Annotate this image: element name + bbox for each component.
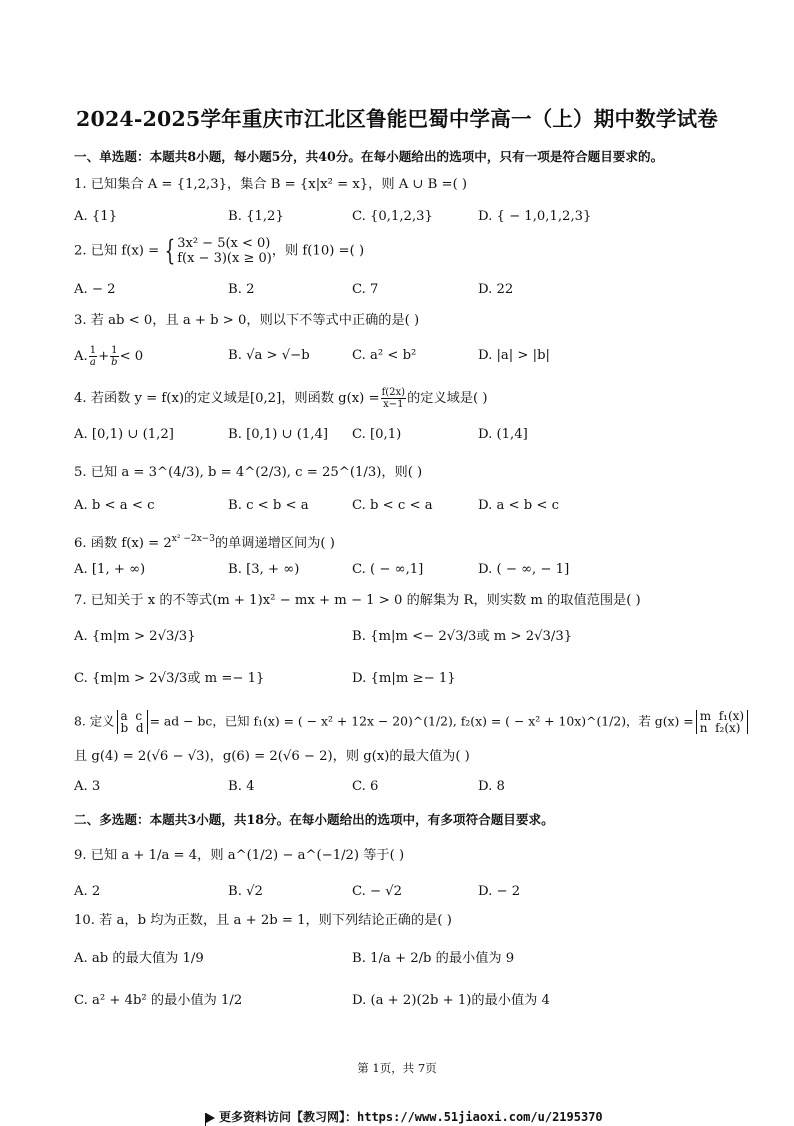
question-8-stem-line-2: 且 g(4) = 2(√6 − √3)，g(6) = 2(√6 − 2)，则 g(x)的最大值为( )	[74, 749, 470, 764]
question-6-suffix: 的单调递增区间为( )	[214, 536, 335, 551]
question-8-option-a: A. 3	[74, 779, 101, 794]
question-4-prefix: 4. 若函数 y = f(x)的定义域是[0,2]，则函数 g(x) =	[74, 391, 380, 406]
brace-symbol: {	[164, 234, 176, 267]
question-7-stem: 7. 已知关于 x 的不等式(m + 1)x² − mx + m − 1 > 0 的解集为 R，则实数 m 的取值范围是( )	[74, 593, 641, 608]
question-7-option-a: A. {m|m > 2√3/3}	[74, 629, 196, 644]
question-4-suffix: 的定义域是( )	[407, 391, 488, 406]
question-1-option-a: A. {1}	[74, 209, 118, 224]
question-2-suffix: ，则 f(10) =( )	[271, 243, 365, 259]
question-10-option-c: C. a² + 4b² 的最小值为 1/2	[74, 993, 243, 1008]
question-6-option-d: D. ( − ∞, − 1]	[478, 562, 570, 577]
question-3-stem: 3. 若 ab < 0，且 a + b > 0，则以下不等式中正确的是( )	[74, 313, 420, 328]
question-9-option-c: C. − √2	[352, 884, 403, 899]
question-9-option-d: D. − 2	[478, 884, 521, 899]
question-5-option-c: C. b < c < a	[352, 498, 433, 513]
question-1-stem: 1. 已知集合 A = {1,2,3}，集合 B = {x|x² = x}，则 A ∪ B =( )	[74, 177, 468, 192]
fraction-1-over-b: $\frac{1}{b}$	[111, 345, 118, 368]
question-2-option-c: C. 7	[352, 282, 379, 297]
resource-banner[interactable]	[206, 1108, 603, 1125]
determinant-abcd: a c b d	[117, 710, 148, 734]
question-2-option-d: D. 22	[478, 282, 514, 297]
question-2-option-a: A. − 2	[74, 282, 116, 297]
question-3-option-c: C. a² < b²	[352, 348, 417, 363]
question-1-option-c: C. {0,1,2,3}	[352, 209, 433, 224]
resource-banner-text[interactable]: 更多资料访问【教习网】：https://www.51jiaoxi.com/u/2195370	[219, 1110, 603, 1124]
question-3-option-a: A. $\frac{1}{a}$ + $\frac{1}{b}$ < 0	[74, 345, 144, 368]
question-2-stem	[74, 236, 364, 266]
question-3-option-b: B. √a > √−b	[228, 348, 310, 363]
page-title: 2024-2025学年重庆市江北区鲁能巴蜀中学高一（上）期中数学试卷	[76, 107, 718, 131]
question-6-option-b: B. [3, + ∞)	[228, 562, 300, 577]
exponent: x² −2x−3	[171, 534, 215, 544]
question-9-option-a: A. 2	[74, 884, 101, 899]
question-4-stem	[74, 387, 488, 410]
section-heading-multi-choice: 二、多选题：本题共3小题，共18分。在每小题给出的选项中，有多项符合题目要求。	[74, 812, 554, 827]
question-10-option-b: B. 1/a + 2/b 的最小值为 9	[352, 951, 515, 966]
question-8-option-b: B. 4	[228, 779, 255, 794]
question-7-option-d: D. {m|m ≥− 1}	[352, 671, 456, 686]
question-5-stem: 5. 已知 a = 3^(4/3), b = 4^(2/3), c = 25^(1/3)，则( )	[74, 465, 423, 480]
question-10-stem: 10. 若 a，b 均为正数，且 a + 2b = 1，则下列结论正确的是( )	[74, 913, 452, 928]
question-4-option-a: A. [0,1) ∪ (1,2]	[74, 427, 174, 442]
question-4-option-b: B. [0,1) ∪ (1,4]	[228, 427, 329, 442]
option-a-rest: < 0	[119, 349, 144, 364]
piecewise-case-1: 3x² − 5(x < 0)	[177, 236, 271, 251]
question-8-option-c: C. 6	[352, 779, 379, 794]
question-10-option-d: D. (a + 2)(2b + 1)的最小值为 4	[352, 993, 550, 1008]
question-8-definition: = ad − bc，已知 f₁(x) = ( − x² + 12x − 20)^(1/2), f₂(x) = ( − x² + 10x)^(1/2)，若 g(x) =	[149, 713, 694, 729]
question-8-option-d: D. 8	[478, 779, 505, 794]
fraction-f2x-over-x-1: $\frac{f(2x)}{x-1}$	[381, 387, 406, 410]
question-2-option-b: B. 2	[228, 282, 255, 297]
question-6-option-a: A. [1, + ∞)	[74, 562, 146, 577]
section-heading-single-choice: 一、单选题：本题共8小题，每小题5分，共40分。在每小题给出的选项中，只有一项是符合题目要求的。	[74, 149, 664, 164]
fraction-1-over-a: $\frac{1}{a}$	[89, 345, 97, 368]
question-6-stem	[74, 530, 335, 553]
question-5-option-d: D. a < b < c	[478, 498, 560, 513]
question-6-prefix: 6. 函数 f(x) = 2	[74, 536, 172, 551]
question-9-stem: 9. 已知 a + 1/a = 4，则 a^(1/2) − a^(−1/2) 等于( )	[74, 848, 405, 863]
question-6-option-c: C. ( − ∞,1]	[352, 562, 424, 577]
question-4-option-d: D. (1,4]	[478, 427, 528, 442]
piecewise-case-2: f(x − 3)(x ≥ 0)	[177, 251, 272, 266]
question-7-option-b: B. {m|m <− 2√3/3或 m > 2√3/3}	[352, 629, 573, 644]
question-5-option-a: A. b < a < c	[74, 498, 155, 513]
question-8-prefix: 8. 定义	[74, 713, 115, 729]
option-a-label: A.	[74, 349, 88, 364]
piecewise-cases	[177, 236, 272, 266]
question-1-option-b: B. {1,2}	[228, 209, 284, 224]
question-7-option-c: C. {m|m > 2√3/3或 m =− 1}	[74, 671, 265, 686]
flag-icon	[206, 1113, 215, 1123]
question-1-option-d: D. { − 1,0,1,2,3}	[478, 209, 592, 224]
determinant-g: m f₁(x) n f₂(x)	[696, 710, 748, 734]
question-8-stem-line-1	[74, 710, 750, 734]
question-10-option-a: A. ab 的最大值为 1/9	[74, 951, 204, 966]
question-3-option-d: D. |a| > |b|	[478, 348, 550, 363]
question-5-option-b: B. c < b < a	[228, 498, 309, 513]
question-4-option-c: C. [0,1)	[352, 427, 402, 442]
question-2-prefix: 2. 已知 f(x) =	[74, 243, 164, 259]
page-number-footer: 第 1页，共 7页	[357, 1061, 437, 1075]
question-9-option-b: B. √2	[228, 884, 263, 899]
